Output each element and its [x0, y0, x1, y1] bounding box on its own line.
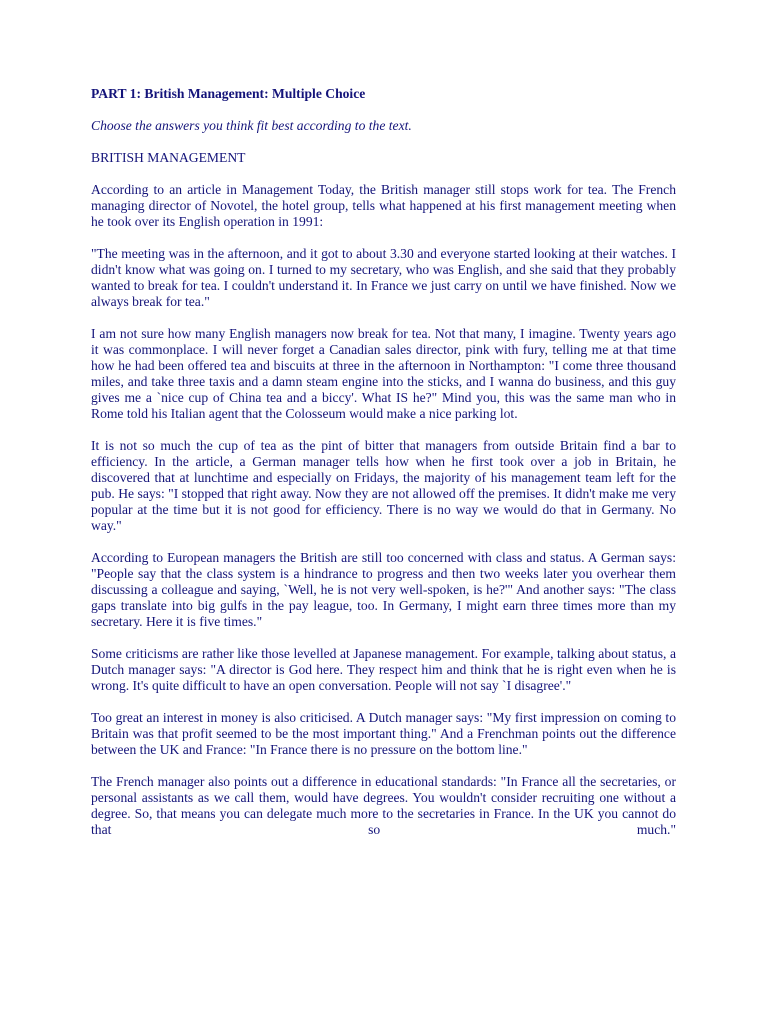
paragraph: Some criticisms are rather like those levelled at Japanese management. For example, talking about status, a Dutch manager says: "A director is God here. They respect him and think that he is right even when he is wrong. It's quite difficult to have an open conversation. People will not say `I disagree'.": [91, 646, 676, 693]
paragraph: It is not so much the cup of tea as the pint of bitter that managers from outside Britain find a bar to efficiency. In the article, a German manager tells how when he first took over a job in Britain, he discovered that at lunchtime and especially on Fridays, the majority of his management team left for the pub. He says: "I stopped that right away. Now they are not allowed off the premises. It didn't make me very popular at the time but it is not good for efficiency. There is no way we would do that in Germany. No way.": [91, 438, 676, 533]
paragraph: According to an article in Management Today, the British manager still stops work for tea. The French managing director of Novotel, the hotel group, tells what happened at his first management meeting when he took over its English operation in 1991:: [91, 182, 676, 229]
paragraph: Too great an interest in money is also criticised. A Dutch manager says: "My first impression on coming to Britain was that profit seemed to be the most important thing." And a Frenchman points out the difference between the UK and France: "In France there is no pressure on the bottom line.": [91, 710, 676, 757]
instructions-text: Choose the answers you think fit best according to the text.: [91, 118, 412, 133]
document-heading: PART 1: British Management: Multiple Choice: [91, 86, 366, 101]
paragraph: The French manager also points out a difference in educational standards: "In France all the secretaries, or personal assistants as we call them, would have degrees. You wouldn't consider recruiting one without a degree. So, that means you can delegate much more to the secretaries in France. In the UK you cannot do that so much.": [91, 774, 676, 837]
paragraph: "The meeting was in the afternoon, and it got to about 3.30 and everyone started looking at their watches. I didn't know what was going on. I turned to my secretary, who was English, and she said that they probably wanted to break for tea. I couldn't understand it. In France we just carry on until we have finished. Now we always break for tea.": [91, 246, 676, 309]
section-title: BRITISH MANAGEMENT: [91, 150, 246, 165]
paragraph: According to European managers the British are still too concerned with class and status. A German says: "People say that the class system is a hindrance to progress and then two weeks later you overhear them discussing a colleague and saying, `Well, he is not very well-spoken, is he?'" And another says: "The class gaps translate into big gulfs in the pay league, too. In Germany, I might earn three times more than my secretary. Here it is five times.": [91, 550, 676, 629]
paragraph: I am not sure how many English managers now break for tea. Not that many, I imagine. Twenty years ago it was commonplace. I will never forget a Canadian sales director, pink with fury, telling me at that time how he had been offered tea and biscuits at three in the afternoon in Northampton: "I come three thousand miles, and take three taxis and a damn steam engine into the sticks, and I wanna do business, and this guy gives me a `nice cup of China tea and a biccy'. What IS he?" Mind you, this was the same man who in Rome told his Italian agent that the Colosseum would make a nice parking lot.: [91, 326, 676, 421]
